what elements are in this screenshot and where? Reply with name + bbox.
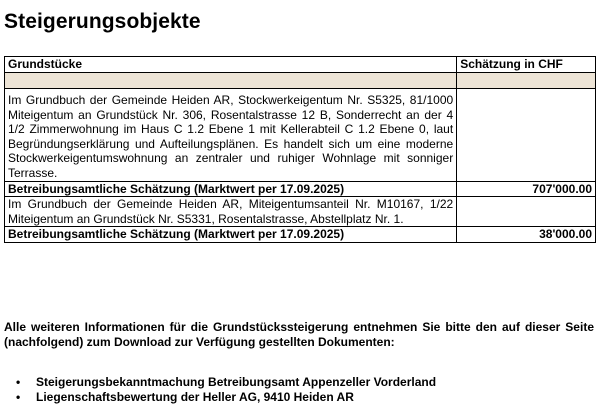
estimate-value: 707'000.00 (457, 181, 596, 197)
object-empty-cell (457, 89, 596, 182)
header-estimate: Schätzung in CHF (457, 57, 596, 73)
object-row (5, 197, 596, 227)
page-title: Steigerungsobjekte (4, 10, 201, 33)
bullet-icon: • (16, 375, 21, 389)
header-property: Grundstücke (5, 57, 457, 73)
header-band-cell (5, 73, 457, 89)
info-text: Alle weiteren Informationen für die Grundstückssteigerung entnehmen Sie bitte den auf dieser Seite (nachfolgend) zum Download zur Verfügung gestellten Dokumenten: (4, 320, 594, 349)
object-row (5, 89, 596, 182)
document-item[interactable] (4, 390, 594, 405)
estimate-value: 38'000.00 (457, 227, 596, 243)
document-label[interactable]: Steigerungsbekanntmachung Betreibungsamt Appenzeller Vorderland (36, 375, 437, 389)
object-empty-cell (457, 197, 596, 227)
document-item[interactable] (4, 375, 594, 390)
document-label[interactable]: Liegenschaftsbewertung der Heller AG, 9410 Heiden AR (36, 389, 354, 404)
table-header-row (5, 57, 596, 73)
estimate-label: Betreibungsamtliche Schätzung (Marktwert per 17.09.2025) (5, 227, 457, 243)
object-description: Im Grundbuch der Gemeinde Heiden AR, Miteigentumsanteil Nr. M10167, 1/22 Miteigentum an Grundstück Nr. S5331, Rosentalstrasse, Abstellplatz Nr. 1. (5, 197, 457, 227)
objects-table (4, 56, 596, 243)
estimate-label: Betreibungsamtliche Schätzung (Marktwert per 17.09.2025) (5, 181, 457, 197)
estimate-row (5, 181, 596, 197)
header-band-cell (457, 73, 596, 89)
estimate-row (5, 227, 596, 243)
document-list (4, 375, 594, 404)
bullet-icon: • (16, 389, 21, 404)
header-band-row (5, 73, 596, 89)
object-description: Im Grundbuch der Gemeinde Heiden AR, Stockwerkeigentum Nr. S5325, 81/1000 Miteigentum an Grundstück Nr. 306, Rosentalstrasse 12 B, Sonderrecht an der 4 1/2 Zimmerwohnung im Haus C 1.2 Ebene 1 mit Kellerabteil C 1.2 Ebene 0, laut Begründungserklärung und Aufteilungsplänen. Es handelt sich um eine moderne Stockwerkeigentumswohnung an zentraler und ruhiger Wohnlage mit sonniger Terrasse. (5, 89, 457, 182)
